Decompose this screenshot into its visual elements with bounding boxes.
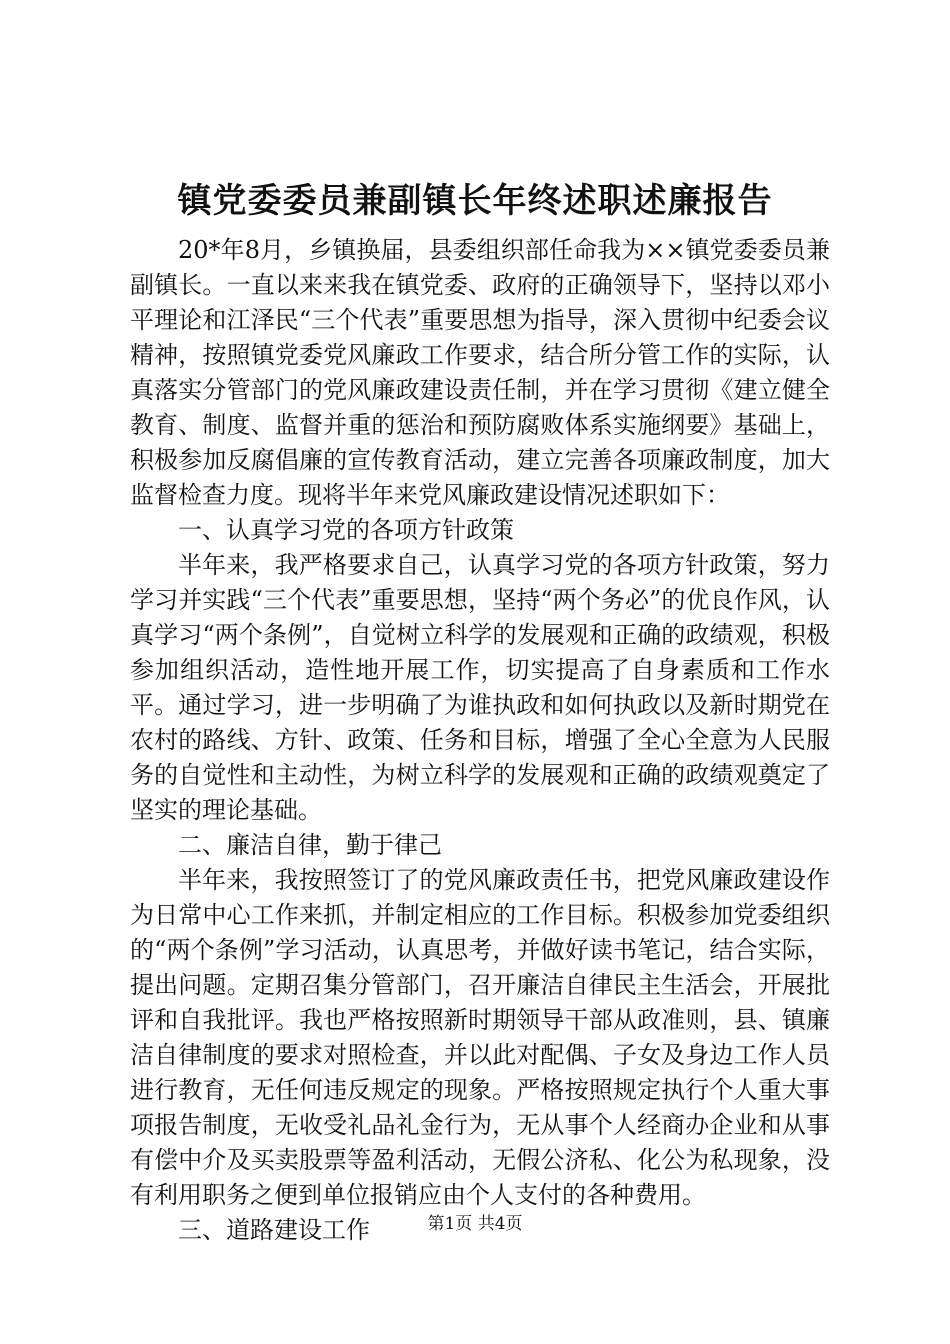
section-heading-2: 二、廉洁自律，勤于律己 (178, 831, 442, 859)
section-1-paragraph: 半年来，我严格要求自己，认真学习党的各项方针政策，努力学习并实践“三个代表”重要思想，坚持“两个务必”的优良作风，认真学习“两个条例”，自觉树立科学的发展观和正确的政绩观，积极参加组织活动，造性地开展工作，切实提高了自身素质和工作水平。通过学习，进一步明确了为谁执政和如何执政以及新时期党在农村的路线、方针、政策、任务和目标，增强了全心全意为人民服务的自觉性和主动性，为树立科学的发展观和正确的政绩观奠定了坚实的理论基础。 (130, 551, 830, 824)
document-body (130, 233, 830, 1248)
page-number-footer: 第1页 共4页 (427, 1214, 523, 1234)
section-2-paragraph: 半年来，我按照签订了的党风廉政责任书，把党风廉政建设作为日常中心工作来抓，并制定相应的工作目标。积极参加党委组织的“两个条例”学习活动，认真思考，并做好读书笔记，结合实际，提出问题。定期召集分管部门，召开廉洁自律民主生活会，开展批评和自我批评。我也严格按照新时期领导干部从政准则，县、镇廉洁自律制度的要求对照检查，并以此对配偶、子女及身边工作人员进行教育，无任何违反规定的现象。严格按照规定执行个人重大事项报告制度，无收受礼品礼金行为，无从事个人经商办企业和从事有偿中介及买卖股票等盈利活动，无假公济私、化公为私现象，没有利用职务之便到单位报销应由个人支付的各种费用。 (130, 866, 830, 1209)
section-heading-3: 三、道路建设工作 (178, 1216, 370, 1244)
section-heading-1: 一、认真学习党的各项方针政策 (178, 516, 514, 544)
document-title: 镇党委委员兼副镇长年终述职述廉报告 (177, 181, 773, 221)
intro-paragraph: 20*年8月，乡镇换届，县委组织部任命我为××镇党委委员兼副镇长。一直以来来我在镇党委、政府的正确领导下，坚持以邓小平理论和江泽民“三个代表”重要思想为指导，深入贯彻中纪委会议精神，按照镇党委党风廉政工作要求，结合所分管工作的实际，认真落实分管部门的党风廉政建设责任制，并在学习贯彻《建立健全教育、制度、监督并重的惩治和预防腐败体系实施纲要》基础上，积极参加反腐倡廉的宣传教育活动，建立完善各项廉政制度，加大监督检查力度。现将半年来党风廉政建设情况述职如下： (130, 236, 830, 509)
